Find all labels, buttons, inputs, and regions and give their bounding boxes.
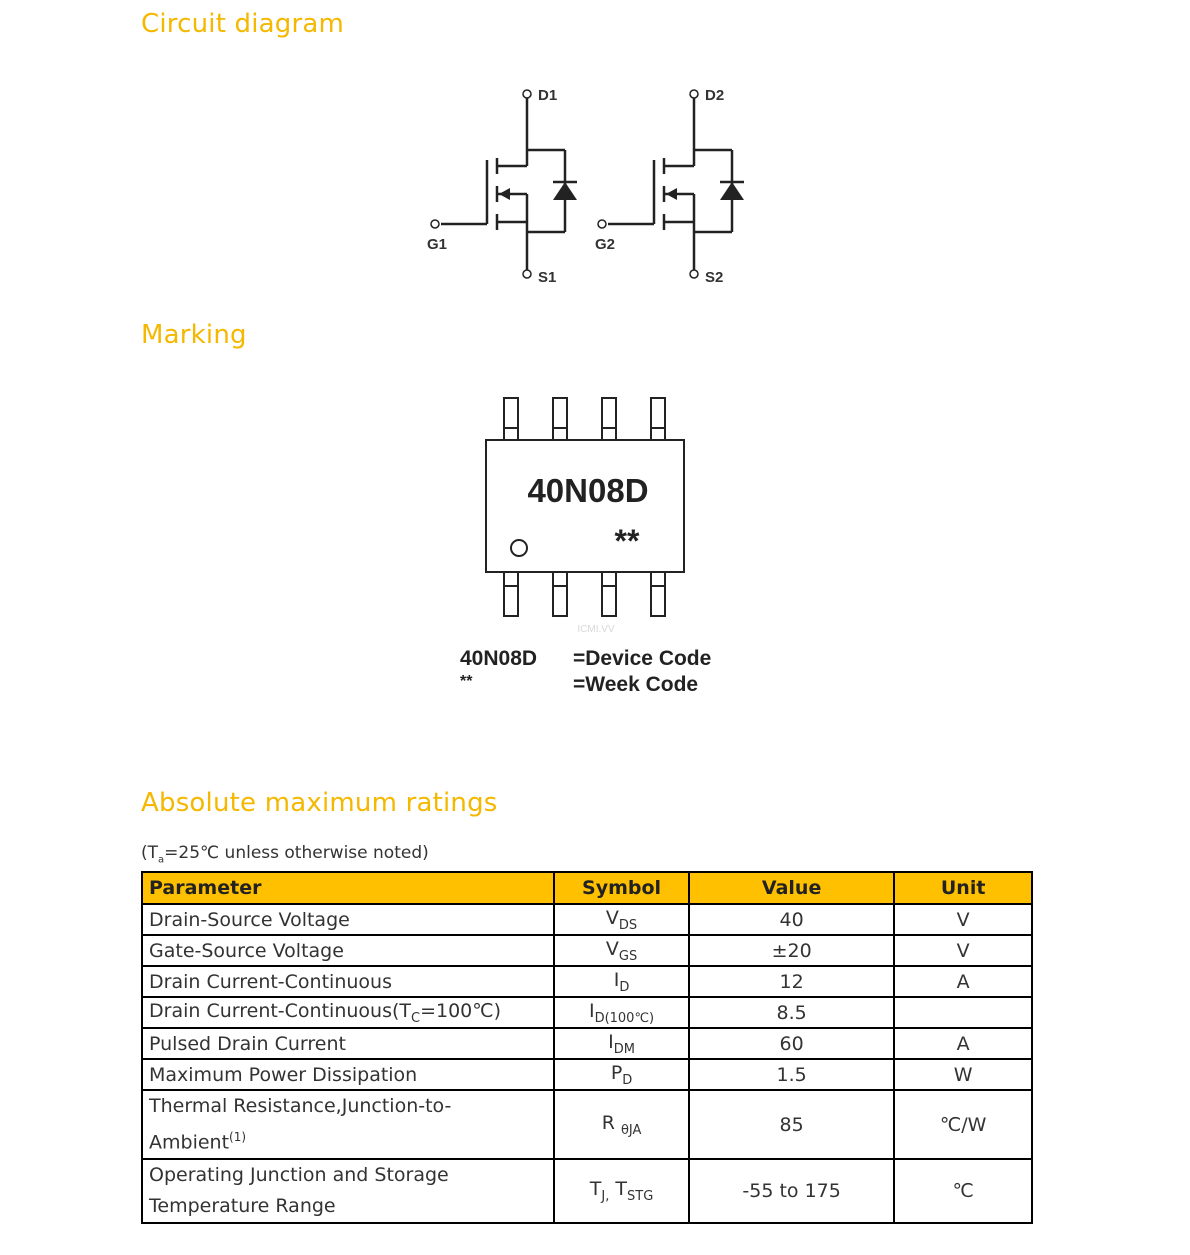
value-cell: 40 bbox=[689, 904, 894, 935]
unit-cell: V bbox=[894, 904, 1032, 935]
value-cell: 60 bbox=[689, 1028, 894, 1059]
table-row bbox=[142, 935, 1032, 966]
unit-cell: V bbox=[894, 935, 1032, 966]
pin-label-d1: D1 bbox=[538, 87, 558, 104]
table-row bbox=[142, 904, 1032, 935]
channel-arrow-left bbox=[499, 188, 510, 200]
unit-cell: A bbox=[894, 1028, 1032, 1059]
header-symbol: Symbol bbox=[554, 872, 689, 904]
legend-code-device: 40N08D bbox=[460, 647, 538, 670]
mosfet-symbol-right bbox=[598, 90, 744, 278]
param-cell: Drain-Source Voltage bbox=[142, 904, 554, 935]
watermark: ICMI.VV bbox=[577, 624, 615, 635]
symbol-cell: R $_{\theta JA}$ bbox=[554, 1090, 689, 1159]
body-diode-right bbox=[720, 182, 744, 200]
symbol-cell: $P_D$ bbox=[554, 1059, 689, 1090]
symbol-cell: $I_{D(100℃)}$ bbox=[554, 997, 689, 1028]
circuit-diagram-title: Circuit diagram bbox=[141, 9, 345, 39]
chip-week-code: ** bbox=[614, 523, 640, 559]
value-cell: 85 bbox=[689, 1090, 894, 1159]
value-cell: 8.5 bbox=[689, 997, 894, 1028]
pin-label-g2: G2 bbox=[595, 236, 616, 253]
pin-label-d2: D2 bbox=[705, 87, 725, 104]
legend-code-week: ** bbox=[460, 673, 473, 690]
ratings-table bbox=[141, 871, 1033, 1224]
legend-desc-device: =Device Code bbox=[573, 647, 712, 670]
symbol-cell: $I_D$ bbox=[554, 966, 689, 997]
header-value: Value bbox=[689, 872, 894, 904]
param-cell: Pulsed Drain Current bbox=[142, 1028, 554, 1059]
marking-title: Marking bbox=[141, 320, 247, 350]
circuit-diagram bbox=[0, 0, 1190, 310]
value-cell: 12 bbox=[689, 966, 894, 997]
param-cell: Drain Current-Continuous bbox=[142, 966, 554, 997]
param-cell: Gate-Source Voltage bbox=[142, 935, 554, 966]
param-cell: Thermal Resistance,Junction-to- Ambient$^{(1)}$ bbox=[142, 1090, 554, 1159]
symbol-cell: $T_{J,}$ $T_{STG}$ bbox=[554, 1159, 689, 1223]
unit-cell: A bbox=[894, 966, 1032, 997]
table-row bbox=[142, 1090, 1032, 1159]
table-header-row bbox=[142, 872, 1032, 904]
value-cell: 1.5 bbox=[689, 1059, 894, 1090]
package-marking bbox=[0, 380, 1190, 640]
unit-cell: ℃/W bbox=[894, 1090, 1032, 1159]
param-cell: Drain Current-$Continuous(T_C=100℃)$ bbox=[142, 997, 554, 1028]
param-cell: Operating Junction and Storage Temperature Range bbox=[142, 1159, 554, 1223]
symbol-cell: $I_{DM}$ bbox=[554, 1028, 689, 1059]
package-pins-top bbox=[504, 398, 665, 440]
chip-device-code: 40N08D bbox=[527, 472, 649, 509]
legend-desc-week: =Week Code bbox=[573, 673, 699, 696]
ratings-title: Absolute maximum ratings bbox=[141, 788, 498, 818]
table-row bbox=[142, 997, 1032, 1028]
table-row bbox=[142, 1028, 1032, 1059]
table-row bbox=[142, 1059, 1032, 1090]
symbol-cell: $V_{GS}$ bbox=[554, 935, 689, 966]
value-cell: ±20 bbox=[689, 935, 894, 966]
param-cell: Maximum Power Dissipation bbox=[142, 1059, 554, 1090]
package-pins-bottom bbox=[504, 572, 665, 616]
table-row bbox=[142, 1159, 1032, 1223]
header-unit: Unit bbox=[894, 872, 1032, 904]
value-cell: -55 to 175 bbox=[689, 1159, 894, 1223]
pin-label-s2: S2 bbox=[705, 269, 724, 286]
body-diode-left bbox=[553, 182, 577, 200]
header-parameter: Parameter bbox=[142, 872, 554, 904]
mosfet-symbol-left bbox=[431, 90, 577, 278]
unit-cell: ℃ bbox=[894, 1159, 1032, 1223]
unit-cell: W bbox=[894, 1059, 1032, 1090]
ratings-condition-note: ($T_a=25℃$ unless otherwise noted) bbox=[141, 843, 429, 866]
symbol-cell: $V_{DS}$ bbox=[554, 904, 689, 935]
table-row bbox=[142, 966, 1032, 997]
channel-arrow-right bbox=[666, 188, 677, 200]
pin-label-s1: S1 bbox=[538, 269, 557, 286]
unit-cell bbox=[894, 997, 1032, 1028]
pin-label-g1: G1 bbox=[427, 236, 448, 253]
